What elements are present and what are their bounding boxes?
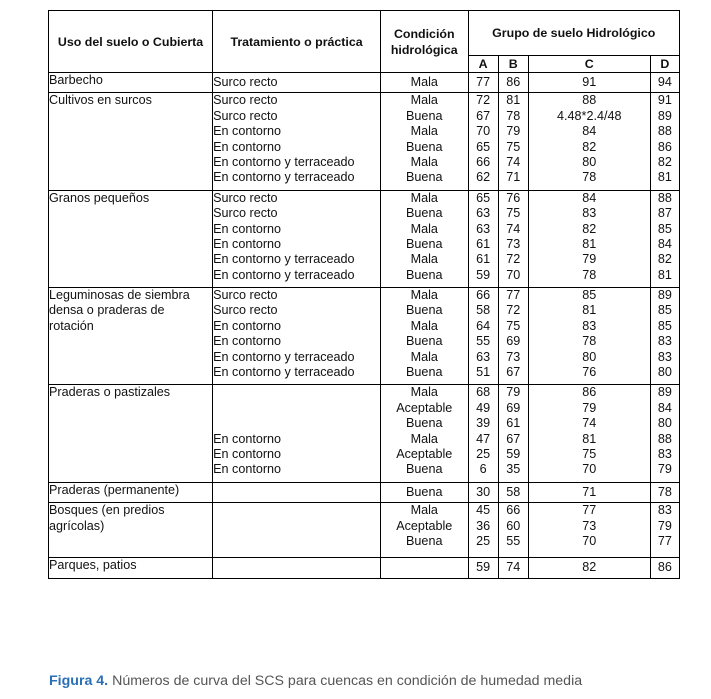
cell-condicion-line: Buena xyxy=(406,267,443,282)
cell-condicion xyxy=(380,73,468,93)
cell-condicion-line: Mala xyxy=(410,349,438,364)
cell-a-line: 65 xyxy=(476,139,491,154)
cell-a-line: 61 xyxy=(476,252,491,267)
cell-d-line: 81 xyxy=(657,170,672,185)
cell-b xyxy=(498,385,528,482)
cell-uso: Praderas o pastizales xyxy=(49,385,213,482)
cell-d-line: 79 xyxy=(657,462,672,477)
cell-b-line: 75 xyxy=(506,318,521,333)
cell-tratamiento-line xyxy=(213,503,380,518)
cell-a xyxy=(468,93,498,190)
cell-d xyxy=(650,482,679,502)
cell-tratamiento-line: En contorno xyxy=(213,221,282,236)
cell-b-line: 78 xyxy=(506,108,521,123)
cell-c-line: 79 xyxy=(582,252,597,267)
cell-a xyxy=(468,482,498,502)
cell-c-line: 74 xyxy=(582,416,597,431)
cell-tratamiento-line: Surco recto xyxy=(213,93,278,108)
cell-d-line: 77 xyxy=(657,533,672,548)
cell-d-line: 91 xyxy=(657,93,672,108)
cell-c-line: 79 xyxy=(582,400,597,415)
cell-tratamiento-line: En contorno xyxy=(213,124,282,139)
table-row xyxy=(49,385,680,482)
cell-d-line: 94 xyxy=(657,75,672,89)
cell-b-line: 69 xyxy=(506,400,521,415)
cell-d-line: 89 xyxy=(657,385,672,400)
cell-condicion-line: Buena xyxy=(406,416,443,431)
cell-c-line: 81 xyxy=(582,303,597,318)
cell-tratamiento-line xyxy=(213,401,380,416)
cell-a-line: 68 xyxy=(476,385,491,400)
cell-tratamiento-line xyxy=(213,416,380,431)
cell-condicion-line: Mala xyxy=(410,385,438,400)
cell-c-line: 81 xyxy=(582,431,597,446)
cell-b-line: 69 xyxy=(506,334,521,349)
cell-condicion-line: Mala xyxy=(410,190,438,205)
cell-d xyxy=(650,190,679,287)
cell-c-line: 71 xyxy=(582,484,597,499)
cell-c-line: 91 xyxy=(582,75,597,89)
header-condicion: Condición hidrológica xyxy=(380,11,468,73)
cell-c-line: 85 xyxy=(582,288,597,303)
cell-c-line: 75 xyxy=(582,446,597,461)
cell-condicion-line: Buena xyxy=(406,139,443,154)
header-group-b: B xyxy=(498,56,528,73)
cell-a-line: 66 xyxy=(476,288,491,303)
cell-d-line: 78 xyxy=(657,484,672,499)
cell-d-line: 86 xyxy=(657,139,672,154)
cell-d-line: 87 xyxy=(657,206,672,221)
cell-d-line: 83 xyxy=(657,334,672,349)
cell-d-line: 82 xyxy=(657,154,672,169)
cell-d-line: 82 xyxy=(657,252,672,267)
cell-tratamiento-line: En contorno xyxy=(213,318,282,333)
cell-condicion-line: Mala xyxy=(410,124,438,139)
cell-b-line: 67 xyxy=(506,431,521,446)
scs-curve-number-table xyxy=(48,10,680,579)
figure-caption-text: Números de curva del SCS para cuencas en condición de humedad media xyxy=(108,673,583,689)
figure-caption xyxy=(49,673,582,689)
cell-c xyxy=(528,558,650,578)
cell-condicion-line: Buena xyxy=(406,533,443,548)
cell-tratamiento-line: En contorno y terraceado xyxy=(213,252,355,267)
cell-condicion-line: Mala xyxy=(410,503,438,518)
cell-d xyxy=(650,558,679,578)
table-row xyxy=(49,482,680,502)
cell-c xyxy=(528,93,650,190)
cell-a-line: 59 xyxy=(476,560,491,575)
table-body xyxy=(49,73,680,579)
cell-c-line: 84 xyxy=(582,124,597,139)
cell-b-line: 73 xyxy=(506,349,521,364)
cell-condicion-line: Mala xyxy=(410,154,438,169)
cell-b-line: 86 xyxy=(506,75,521,89)
cell-b-line: 74 xyxy=(506,154,521,169)
cell-c-line: 82 xyxy=(582,139,597,154)
cell-c-line: 82 xyxy=(582,560,597,575)
header-group-d: D xyxy=(650,56,679,73)
cell-b-line: 71 xyxy=(506,170,521,185)
cell-tratamiento-line xyxy=(213,519,380,534)
cell-tratamiento-line: En contorno y terraceado xyxy=(213,267,355,282)
cell-b-line: 59 xyxy=(506,446,521,461)
cell-condicion-line: Mala xyxy=(410,288,438,303)
cell-c-line: 78 xyxy=(582,267,597,282)
cell-b-line: 72 xyxy=(506,303,521,318)
cell-a-line: 30 xyxy=(476,484,491,499)
cell-tratamiento-line: En contorno xyxy=(213,334,282,349)
cell-c-line: 73 xyxy=(582,518,597,533)
cell-b-line: 55 xyxy=(506,533,521,548)
table-row xyxy=(49,190,680,287)
cell-b-line: 77 xyxy=(506,288,521,303)
cell-d xyxy=(650,288,679,385)
cell-b-line: 35 xyxy=(506,462,521,477)
cell-d-line: 80 xyxy=(657,416,672,431)
cell-a-line: 59 xyxy=(476,267,491,282)
cell-c-line: 80 xyxy=(582,154,597,169)
header-group-c: C xyxy=(528,56,650,73)
cell-c xyxy=(528,190,650,287)
cell-uso: Granos pequeños xyxy=(49,190,213,287)
cell-b-line: 60 xyxy=(506,518,521,533)
cell-c-line: 77 xyxy=(582,503,597,518)
cell-c-line: 82 xyxy=(582,221,597,236)
cell-c-line: 4.48*2.4/48 xyxy=(557,108,622,123)
cell-tratamiento-line: En contorno xyxy=(213,446,282,461)
cell-a xyxy=(468,73,498,93)
cell-tratamiento xyxy=(213,73,381,93)
cell-c-line: 76 xyxy=(582,365,597,380)
cell-a-line: 49 xyxy=(476,400,491,415)
cell-tratamiento-line: En contorno xyxy=(213,236,282,251)
cell-c xyxy=(528,482,650,502)
cell-a-line: 64 xyxy=(476,318,491,333)
header-tratamiento: Tratamiento o práctica xyxy=(213,11,381,73)
cell-d xyxy=(650,93,679,190)
cell-d-line: 86 xyxy=(657,560,672,575)
cell-tratamiento-line: En contorno y terraceado xyxy=(213,349,355,364)
cell-a xyxy=(468,558,498,578)
cell-condicion xyxy=(380,385,468,482)
cell-a-line: 6 xyxy=(479,462,487,477)
cell-a-line: 45 xyxy=(476,503,491,518)
cell-condicion-line: Buena xyxy=(406,334,443,349)
cell-uso: Parques, patios xyxy=(49,558,213,578)
cell-d xyxy=(650,385,679,482)
cell-condicion xyxy=(380,558,468,578)
cell-a-line: 25 xyxy=(476,446,491,461)
header-grupo: Grupo de suelo Hidrológico xyxy=(468,11,679,56)
cell-c xyxy=(528,385,650,482)
cell-c-line: 70 xyxy=(582,462,597,477)
cell-a-line: 39 xyxy=(476,416,491,431)
cell-condicion-line: Buena xyxy=(406,365,443,380)
cell-tratamiento-line: En contorno y terraceado xyxy=(213,170,355,185)
cell-uso: Leguminosas de siembra densa o praderas de rotación xyxy=(49,288,213,385)
cell-tratamiento-line: Surco recto xyxy=(213,75,278,89)
cell-tratamiento xyxy=(213,558,381,578)
cell-a-line: 55 xyxy=(476,334,491,349)
cell-tratamiento-line xyxy=(213,534,380,549)
cell-c-line: 88 xyxy=(582,93,597,108)
cell-c-line: 80 xyxy=(582,349,597,364)
cell-tratamiento-line: Surco recto xyxy=(213,206,278,221)
cell-b-line: 74 xyxy=(506,221,521,236)
cell-condicion xyxy=(380,503,468,558)
cell-d-line: 84 xyxy=(657,400,672,415)
cell-b-line: 79 xyxy=(506,124,521,139)
cell-d-line: 88 xyxy=(657,124,672,139)
cell-tratamiento-line xyxy=(213,385,380,400)
cell-d-line: 85 xyxy=(657,221,672,236)
cell-a-line: 66 xyxy=(476,154,491,169)
cell-condicion-line: Mala xyxy=(410,318,438,333)
cell-condicion xyxy=(380,482,468,502)
cell-d-line: 83 xyxy=(657,446,672,461)
cell-b-line: 75 xyxy=(506,139,521,154)
cell-d-line: 85 xyxy=(657,318,672,333)
cell-d xyxy=(650,73,679,93)
cell-b-line: 70 xyxy=(506,267,521,282)
cell-condicion-line: Mala xyxy=(410,431,438,446)
cell-b-line: 74 xyxy=(506,560,521,575)
cell-c-line: 86 xyxy=(582,385,597,400)
cell-b xyxy=(498,288,528,385)
cell-c xyxy=(528,73,650,93)
cell-tratamiento xyxy=(213,93,381,190)
cell-a-line: 63 xyxy=(476,221,491,236)
cell-b-line: 58 xyxy=(506,484,521,499)
cell-tratamiento-line: En contorno y terraceado xyxy=(213,154,355,169)
cell-b-line: 76 xyxy=(506,190,521,205)
cell-d-line: 88 xyxy=(657,190,672,205)
cell-tratamiento-line: Surco recto xyxy=(213,108,278,123)
cell-a xyxy=(468,503,498,558)
cell-a-line: 77 xyxy=(476,75,491,89)
cell-b xyxy=(498,190,528,287)
cell-a-line: 51 xyxy=(476,365,491,380)
cell-d-line: 83 xyxy=(657,349,672,364)
cell-b-line: 81 xyxy=(506,93,521,108)
cell-condicion-line: Buena xyxy=(406,108,443,123)
cell-b xyxy=(498,558,528,578)
cell-tratamiento-line: En contorno xyxy=(213,462,282,477)
cell-b xyxy=(498,93,528,190)
cell-b-line: 61 xyxy=(506,416,521,431)
cell-a-line: 63 xyxy=(476,349,491,364)
cell-condicion-line: Buena xyxy=(406,303,443,318)
table-row xyxy=(49,558,680,578)
cell-condicion-line: Buena xyxy=(406,462,443,477)
cell-b xyxy=(498,73,528,93)
cell-condicion xyxy=(380,190,468,287)
cell-condicion-line: Mala xyxy=(410,75,438,89)
cell-b-line: 72 xyxy=(506,252,521,267)
cell-condicion-line: Aceptable xyxy=(396,446,453,461)
cell-d-line: 80 xyxy=(657,365,672,380)
cell-a-line: 70 xyxy=(476,124,491,139)
cell-a-line: 62 xyxy=(476,170,491,185)
table-row xyxy=(49,503,680,558)
cell-d-line: 83 xyxy=(657,503,672,518)
cell-a-line: 47 xyxy=(476,431,491,446)
cell-c-line: 83 xyxy=(582,206,597,221)
cell-condicion-line: Mala xyxy=(410,93,438,108)
cell-condicion xyxy=(380,93,468,190)
cell-tratamiento-line: En contorno y terraceado xyxy=(213,365,355,380)
cell-b xyxy=(498,482,528,502)
cell-a-line: 25 xyxy=(476,533,491,548)
cell-condicion xyxy=(380,288,468,385)
cell-a-line: 67 xyxy=(476,108,491,123)
cell-uso: Cultivos en surcos xyxy=(49,93,213,190)
cell-uso: Praderas (permanente) xyxy=(49,482,213,502)
cell-d-line: 84 xyxy=(657,236,672,251)
cell-a-line: 58 xyxy=(476,303,491,318)
cell-condicion-line xyxy=(381,560,468,575)
cell-condicion-line: Aceptable xyxy=(396,518,453,533)
cell-a-line: 72 xyxy=(476,93,491,108)
cell-d-line: 79 xyxy=(657,518,672,533)
cell-b-line: 73 xyxy=(506,236,521,251)
cell-tratamiento-line: Surco recto xyxy=(213,303,278,318)
cell-tratamiento xyxy=(213,482,381,502)
cell-d-line: 89 xyxy=(657,288,672,303)
cell-tratamiento xyxy=(213,190,381,287)
cell-a xyxy=(468,288,498,385)
cell-c-line: 81 xyxy=(582,236,597,251)
cell-condicion-line: Mala xyxy=(410,252,438,267)
figure-caption-label: Figura 4. xyxy=(49,673,109,689)
cell-b xyxy=(498,503,528,558)
cell-c-line: 70 xyxy=(582,533,597,548)
cell-tratamiento-line xyxy=(213,560,380,575)
cell-d xyxy=(650,503,679,558)
header-group-a: A xyxy=(468,56,498,73)
cell-condicion-line: Mala xyxy=(410,221,438,236)
cell-tratamiento-line: En contorno xyxy=(213,431,282,446)
cell-c-line: 84 xyxy=(582,190,597,205)
cell-tratamiento-line: Surco recto xyxy=(213,288,278,303)
cell-condicion-line: Buena xyxy=(406,206,443,221)
cell-a-line: 61 xyxy=(476,236,491,251)
cell-tratamiento-line: En contorno xyxy=(213,139,282,154)
cell-b-line: 79 xyxy=(506,385,521,400)
cell-condicion-line: Buena xyxy=(406,236,443,251)
cell-tratamiento-line xyxy=(213,485,380,500)
cell-tratamiento xyxy=(213,503,381,558)
table-row xyxy=(49,93,680,190)
cell-d-line: 88 xyxy=(657,431,672,446)
cell-d-line: 81 xyxy=(657,267,672,282)
cell-tratamiento xyxy=(213,385,381,482)
cell-b-line: 66 xyxy=(506,503,521,518)
cell-tratamiento-line: Surco recto xyxy=(213,190,278,205)
cell-a xyxy=(468,385,498,482)
cell-a xyxy=(468,190,498,287)
cell-c xyxy=(528,503,650,558)
cell-c-line: 83 xyxy=(582,318,597,333)
cell-c xyxy=(528,288,650,385)
cell-c-line: 78 xyxy=(582,170,597,185)
cell-a-line: 63 xyxy=(476,206,491,221)
cell-d-line: 85 xyxy=(657,303,672,318)
cell-b-line: 67 xyxy=(506,365,521,380)
cell-uso: Barbecho xyxy=(49,73,213,93)
cell-b-line: 75 xyxy=(506,206,521,221)
cell-uso: Bosques (en predios agrícolas) xyxy=(49,503,213,558)
cell-tratamiento xyxy=(213,288,381,385)
cell-c-line: 78 xyxy=(582,334,597,349)
cell-a-line: 36 xyxy=(476,518,491,533)
cell-condicion-line: Aceptable xyxy=(396,400,453,415)
cell-condicion-line: Buena xyxy=(406,484,443,499)
header-uso: Uso del suelo o Cubierta xyxy=(49,11,213,73)
cell-d-line: 89 xyxy=(657,108,672,123)
table-row xyxy=(49,73,680,93)
cell-a-line: 65 xyxy=(476,190,491,205)
cell-condicion-line: Buena xyxy=(406,170,443,185)
table-row xyxy=(49,288,680,385)
